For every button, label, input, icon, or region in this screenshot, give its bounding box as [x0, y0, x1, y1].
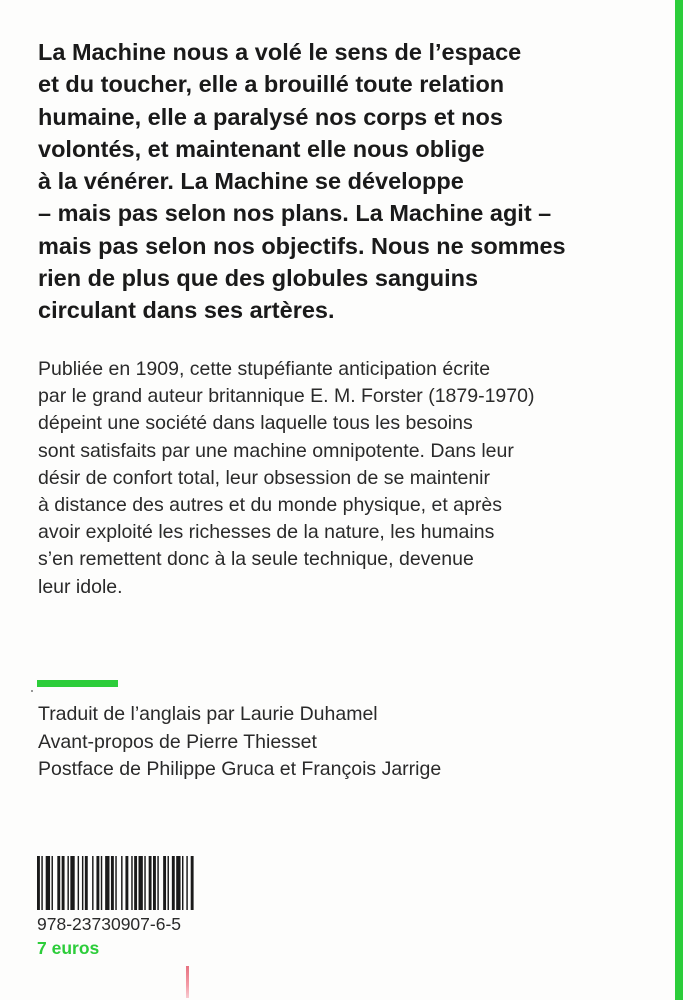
isbn-number: 978-23730907-6-5: [37, 914, 182, 934]
barcode-bar: [82, 856, 83, 910]
barcode-bar: [78, 856, 79, 910]
barcode-bar: [67, 856, 68, 910]
afterword-credit: Postface de Philippe Gruca et François Jarrige: [38, 758, 442, 780]
barcode-bar: [46, 856, 50, 910]
foreword-credit: Avant-propos de Pierre Thiesset: [38, 730, 317, 753]
barcode-bar: [115, 856, 116, 910]
book-summary: [38, 356, 628, 601]
quote-line: – mais pas selon nos plans. La Machine agit –: [38, 200, 552, 227]
quote-line: circulant dans ses artères.: [38, 297, 335, 324]
summary-line: sont satisfaits par une machine omnipotente. Dans leur: [38, 439, 514, 462]
quote-line: mais pas selon nos objectifs. Nous ne sommes: [38, 232, 566, 259]
price-label: 7 euros: [37, 938, 100, 958]
summary-line: désir de confort total, leur obsession de se maintenir: [38, 466, 490, 489]
barcode-bar: [186, 856, 187, 910]
barcode-bar: [121, 856, 122, 910]
barcode-bar: [101, 856, 102, 910]
barcode-bar: [131, 856, 132, 910]
barcode-bar: [134, 856, 137, 910]
barcode-bar: [157, 856, 158, 910]
barcode-bar: [182, 856, 183, 910]
translator-credit: Traduit de l’anglais par Laurie Duhamel: [38, 703, 378, 725]
barcode: [37, 856, 223, 910]
barcode-bar: [149, 856, 152, 910]
barcode-bar: [176, 856, 180, 910]
summary-line: Publiée en 1909, cette stupéfiante anticipation écrite: [38, 358, 491, 380]
barcode-bar: [85, 856, 88, 910]
barcode-bar: [52, 856, 53, 910]
barcode-bar: [57, 856, 60, 910]
summary-line: dépeint une société dans laquelle tous les besoins: [38, 412, 473, 435]
summary-line: avoir exploité les richesses de la nature, les humains: [38, 521, 495, 544]
barcode-bar: [92, 856, 93, 910]
summary-line: par le grand auteur britannique E. M. Forster (1879-1970): [38, 385, 535, 408]
print-speck: [31, 690, 33, 692]
barcode-bar: [111, 856, 114, 910]
barcode-bar: [37, 856, 40, 910]
barcode-bar: [139, 856, 143, 910]
summary-line: s’en remettent donc à la seule technique, devenue: [38, 548, 474, 571]
green-divider: [37, 680, 118, 687]
quote-line: volontés, et maintenant elle nous oblige: [38, 135, 485, 162]
summary-line: leur idole.: [38, 575, 123, 598]
barcode-bar: [144, 856, 145, 910]
barcode-bar: [70, 856, 74, 910]
barcode-bar: [41, 856, 42, 910]
barcode-bar: [96, 856, 99, 910]
pink-thread-mark: [186, 966, 189, 998]
credits: [38, 701, 441, 784]
summary-line: à distance des autres et du monde physique, et après: [38, 494, 502, 517]
barcode-bar: [105, 856, 109, 910]
barcode-bar: [168, 856, 169, 910]
quote-line: rien de plus que des globules sanguins: [38, 265, 479, 292]
barcode-bar: [172, 856, 175, 910]
quote-line: et du toucher, elle a brouillé toute relation: [38, 71, 505, 98]
barcode-bar: [62, 856, 65, 910]
quote-line: à la vénérer. La Machine se développe: [38, 168, 464, 195]
quote-line: humaine, elle a paralysé nos corps et nos: [38, 103, 503, 130]
barcode-bar: [153, 856, 156, 910]
barcode-bar: [163, 856, 166, 910]
barcode-bar: [191, 856, 194, 910]
quote-line: La Machine nous a volé le sens de l’espace: [38, 39, 522, 65]
barcode-bar: [125, 856, 128, 910]
green-spine-edge: [675, 0, 683, 1000]
pull-quote: [38, 36, 618, 327]
